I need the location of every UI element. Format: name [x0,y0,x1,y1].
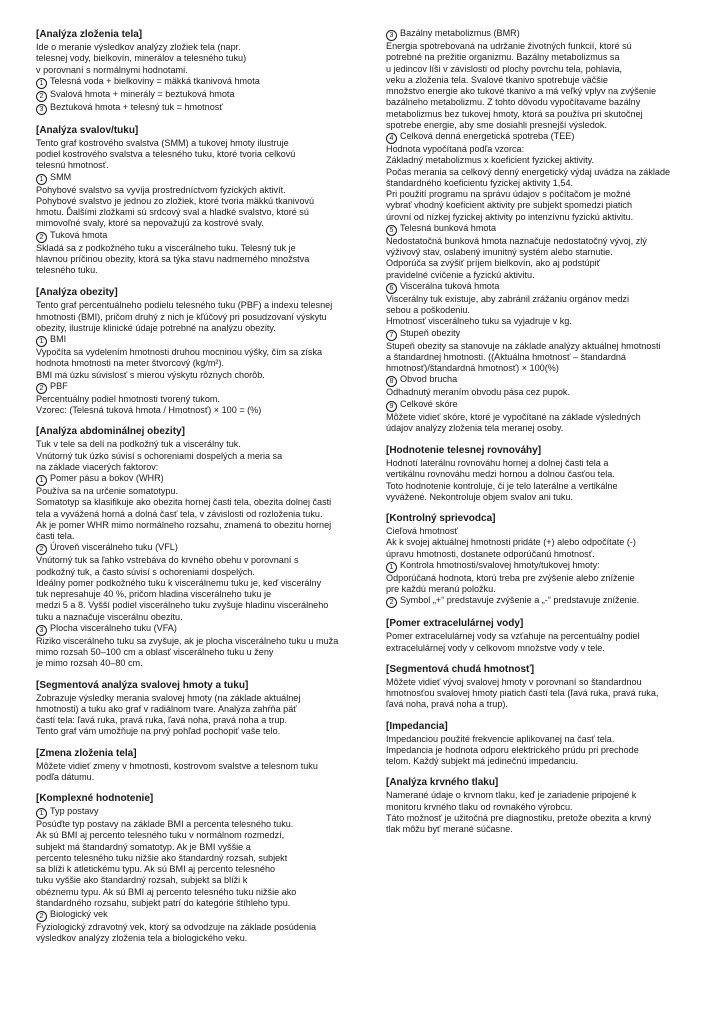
text-line: štandardného rozsahu, subjekt patrí do kategórie štíhleho typu. [36,897,291,908]
numbered-item [36,76,364,89]
section-heading: [Analýza abdominálnej obezity] [36,426,185,438]
number-badge-icon: 1 [36,78,47,89]
text-line: časti tela. [36,531,75,541]
text-line: Tuk v tele sa delí na podkožný tuk a viscerálny tuk. [36,439,241,450]
text-line: Cieľová hmotnosť [386,526,458,536]
text-line: Pohybové svalstvo je jednou zo zložiek, ktoré tvoria mäkkú tkanivovú [36,195,315,206]
text-line: Ak sú BMI aj percento telesného tuku v normálnom rozmedzí, [36,830,285,841]
text-line: a štandardnej hmotnosti. ((Aktuálna hmotnosť – štandardná [386,351,626,362]
section-right-continued [386,28,686,434]
item-text: SMM [50,171,72,182]
text-line: Toto hodnotenie kontroluje, či je telo laterálne a vertikálne [386,480,618,491]
number-badge-icon: 8 [386,376,397,387]
numbered-item [36,89,364,102]
item-text: Úroveň viscerálneho tuku (VFL) [50,542,178,553]
text-line: Posúďte typ postavy na základe BMI a percenta telesného tuku. [36,819,294,829]
text-line: obezity, ilustruje klinické údaje potrebné na analýzu obezity. [36,322,276,333]
numbered-item [36,172,364,185]
numbered-item [386,399,686,412]
section-impedancia [386,720,686,768]
item-text: Tuková hmota [50,229,108,240]
item-text: Telesná bunková hmota [400,222,497,233]
text-line: percento telesného tuku nižšie ako štandardný rozsah, subjekt [36,852,288,863]
text-line: pravidelné cvičenie a fyzickú aktivitu. [386,269,535,280]
numbered-item [386,281,686,294]
text-line: Somatotyp sa klasifikuje ako obezita hornej časti tela, obezita dolnej časti [36,497,332,508]
numbered-item [36,102,364,115]
text-line: Odhadnutý meraním obvodu pása cez pupok. [386,387,571,398]
text-line: Zobrazuje výsledky merania svalovej hmoty (na základe aktuálnej [36,692,301,703]
section-heading: [Segmentová chudá hmotnosť] [386,663,535,675]
text-line: podľa dátumu. [36,771,95,782]
text-line: telesnej vody, bielkovín, minerálov a telesného tuku) [36,53,247,64]
text-line: úrovní od nízkej fyzickej aktivity po intenzívnu fyzickú aktivitu. [386,211,634,222]
text-line: Základný metabolizmus x koeficient fyzickej aktivity. [386,155,595,166]
text-line: vybrať vhodný koeficient aktivity pre subjekt spomedzi piatich [386,200,633,211]
numbered-item [36,806,364,819]
number-badge-icon: 1 [36,336,47,347]
text-line: Riziko viscerálneho tuku sa zvyšuje, ak je plocha viscerálneho tuku u muža [36,635,339,646]
item-text: Kontrola hmotnosti/svalovej hmoty/tukovej hmoty: [400,559,600,570]
number-badge-icon: 4 [386,133,397,144]
text-line: Hodnotí laterálnu rovnováhu hornej a dolnej časti tela a [386,458,609,468]
text-line: subjekt má štandardný somatotyp. Ak je BMI vyššie a [36,841,251,852]
text-line: na základe viacerých faktorov: [36,461,159,472]
section-kontrolny-sprievodca [386,512,686,608]
item-text: Viscerálna tuková hmota [400,280,500,291]
text-line: veku a zloženia tela. Svalové tkanivo spotrebuje väčšie [386,74,608,85]
section-analyza-svalov-tuku [36,124,364,277]
number-badge-icon: 2 [36,91,47,102]
text-line: Počas merania sa celkový denný energetický výdaj uvádza na základe [386,166,671,177]
text-line: spotrebe energie, aby sme dosiahli presnejší výsledok. [386,119,607,130]
item-text: Celková denná energetická spotreba (TEE) [400,131,575,141]
text-line: podiel kostrového svalstva a telesného tuku, ktoré tvoria celkovú [36,149,296,159]
text-line: Namerané údaje o krvnom tlaku, keď je zariadenie pripojené k [386,790,637,801]
section-heading: [Impedancia] [386,720,448,732]
item-text: Obvod brucha [400,374,458,385]
numbered-item [386,131,686,144]
text-line: výživový stav, oslabený imunitný systém alebo starnutie. [386,247,613,257]
text-line: Vnútorný tuk úzko súvisí s ochoreniami dospelých a meria sa [36,450,283,461]
text-line: tuk nepresahuje 40 %, pričom hladina viscerálneho tuku je [36,589,272,599]
text-line: Tento graf kostrového svalstva (SMM) a tukovej hmoty ilustruje [36,137,289,148]
text-line: sa blíži k atletickému typu. Ak sú BMI aj percento telesného [36,864,276,874]
section-segmentova-analyza-svalovej-hmoty-a-tuku [36,679,364,738]
text-line: výsledkov analýzy zloženia tela a biologického veku. [36,933,248,944]
section-heading: [Analýza krvného tlaku] [386,777,499,789]
text-line: pre každú meranú položku. [386,584,496,594]
text-line: telom. Každý subjekt má jedinečnú impedanciu. [386,756,579,766]
item-text: Celkové skóre [400,398,458,409]
item-text: Svalová hmota + minerály = beztuková hmota [50,88,235,99]
number-badge-icon: 2 [36,911,47,922]
text-line: Vnútorný tuk sa ľahko vstrebáva do krvného obehu v porovnaní s [36,555,299,566]
section-heading: [Analýza svalov/tuku] [36,124,139,136]
text-line: Tento graf vám umožňuje na prvý pohľad pochopiť vaše telo. [36,726,281,737]
left-column [36,28,364,954]
text-line: tlak môžu byť merané súčasne. [386,824,513,834]
text-line: Impedancia je hodnota odporu elektrického prúdu pri prechode [386,744,639,755]
number-badge-icon: 1 [36,475,47,486]
text-line: Stupeň obezity sa stanovuje na základe analýzy aktuálnej hmotnosti [386,340,661,351]
number-badge-icon: 2 [36,544,47,555]
text-line: v porovnaní s normálnymi hodnotami. [36,64,188,75]
text-line: Ide o meranie výsledkov analýzy zložiek tela (napr. [36,42,241,52]
numbered-item [36,230,364,243]
section-analyza-abdominalnej-obezity [36,425,364,669]
text-line: údajov analýzy zloženia tela meranej osoby. [386,422,564,433]
item-text: Typ postavy [50,806,99,816]
text-line: tuku vyššie ako štandardný rozsah, subjekt sa blíži k [36,875,248,886]
text-line: podkožný tuk, a často súvisí s ochoreniami dospelých. [36,566,255,577]
text-line: hlavnou príčinou obezity, ktorá sa týka stavu nadmerného množstva [36,253,310,264]
number-badge-icon: 7 [386,330,397,341]
numbered-item [386,328,686,341]
number-badge-icon: 9 [386,401,397,412]
text-line: Ak k svojej aktuálnej hmotnosti pridáte (+) alebo odpočítate (-) [386,537,636,548]
text-line: Pri použití programu na správu údajov s počítačom je možné [386,189,631,199]
text-line: obéznemu typu. Ak sú BMI aj percento telesného tuku nižšie ako [36,886,297,897]
right-column [386,28,686,844]
text-line: bazálneho metabolizmu. Z tohto dôvodu vypočítavame bazálny [386,97,641,108]
text-line: mimovoľné svaly, ktoré sa nepovažujú za kostrové svaly. [36,218,264,229]
text-line: Odporúča sa zvýšiť príjem bielkovín, ako aj podstúpiť [386,258,601,269]
text-line: Táto možnosť je užitočná pre diagnostiku, pretože obezita a krvný [386,812,652,823]
numbered-item [36,334,364,347]
text-line: štandardného koeficientu fyzickej aktivity 1,54. [386,177,574,188]
text-line: Nedostatočná bunková hmota naznačuje nedostatočný vývoj, zlý [386,235,647,246]
number-badge-icon: 3 [386,30,397,41]
section-analyza-obezity [36,286,364,416]
numbered-item [386,223,686,236]
text-line: monitoru krvného tlaku od rovnakého výrobcu. [386,801,573,812]
text-line: hmotnosti (BMI), pričom druhý z nich je kľúčový pri posudzovaní výskytu [36,311,327,322]
text-line: Fyziologický zdravotný vek, ktorý sa odvodzuje na základe posúdenia [36,922,317,932]
item-text: BMI [50,334,67,344]
section-pomer-extracelularnej-vody [386,617,686,654]
text-line: Energia spotrebovaná na udržanie životných funkcií, ktoré sú [386,41,632,51]
text-line: potrebné na prežitie organizmu. Bazálny metabolizmus sa [386,52,620,63]
text-line: množstvo energie ako tukové tkanivo a má veľký vplyv na zvýšenie [386,86,657,96]
text-line: hmotnosti) a tuku ako graf v radiálnom tvare. Analýza zahŕňa päť [36,703,297,714]
text-line: medzi 5 a 8. Vyšší podiel viscerálneho tuku zvyšuje hladinu viscerálneho [36,600,329,611]
number-badge-icon: 6 [386,283,397,294]
text-line: hmotnosť)/štandardná hmotnosť) × 100(%) [386,363,559,373]
number-badge-icon: 3 [36,625,47,636]
numbered-item [386,374,686,387]
number-badge-icon: 3 [36,104,47,115]
text-line: Môžete vidieť zmeny v hmotnosti, kostrovom svalstve a telesnom tuku [36,760,318,771]
text-line: BMI má úzku súvislosť s mierou výskytu rôznych chorôb. [36,369,265,380]
text-line: vertikálnu rovnováhu medzi hornou a dolnou časťou tela. [386,469,615,480]
text-line: Ak je pomer WHR mimo normálneho rozsahu, znamená to obezitu hornej [36,519,332,530]
section-hodnotenie-telesnej-rovnovahy [386,444,686,503]
text-line: vyvážené. Nekontroluje objem svalov ani tuku. [386,491,574,502]
item-text: Bazálny metabolizmus (BMR) [400,28,520,38]
item-text: Telesná voda + bielkoviny = mäkká tkanivová hmota [50,75,260,86]
section-zmena-zlozenia-tela [36,747,364,784]
item-text: Beztuková hmota + telesný tuk = hmotnosť [50,101,223,112]
text-line: Odporúčaná hodnota, ktorú treba pre zvýšenie alebo zníženie [386,572,635,583]
item-text: Biologický vek [50,909,108,919]
text-line: hmotnosťou svalovej hmoty piatich častí tela (ľavá ruka, pravá ruka, [386,688,659,698]
section-heading: [Analýza zloženia tela] [36,29,143,40]
number-badge-icon: 5 [386,225,397,236]
item-text: Symbol „+“ predstavuje zvýšenie a „-“ predstavuje zníženie. [400,595,640,606]
numbered-item [386,595,686,608]
numbered-item [36,542,364,555]
item-text: PBF [50,380,68,391]
text-line: ľavá noha, pravá noha a trup). [386,699,508,710]
text-line: častí tela: ľavá ruka, pravá ruka, ľavá noha, pravá noha a trup. [36,715,287,725]
section-heading: [Analýza obezity] [36,287,118,299]
text-line: Môžete vidieť vývoj svalovej hmoty v porovnaní so štandardnou [386,676,642,687]
text-line: mimo rozsah 50–100 cm a oblasť viscerálneho tuku u ženy [36,647,274,657]
numbered-item [36,381,364,394]
text-line: metabolizmus bez tukovej hmoty, ktorá sa používa pri skutočnej [386,108,643,119]
number-badge-icon: 2 [386,597,397,608]
text-line: Percentuálny podiel hmotnosti tvorený tukom. [36,393,220,404]
text-line: telesnú hmotnosť. [36,160,109,171]
item-text: Pomer pásu a bokov (WHR) [50,473,164,483]
text-line: Používa sa na určenie somatotypu. [36,486,179,496]
text-line: úpravu hmotnosti, dostanete odporúčanú hmotnosť. [386,548,595,559]
section-heading: [Kontrolný sprievodca] [386,513,496,524]
numbered-item [36,909,364,922]
section-heading: [Pomer extracelulárnej vody] [386,618,524,630]
numbered-item [36,623,364,636]
text-line: Skladá sa z podkožného tuku a viscerálneho tuku. Telesný tuk je [36,242,296,253]
section-segmentova-chuda-hmotnost [386,663,686,711]
text-line: Vypočíta sa vydelením hmotnosti druhou mocninou výšky, čím sa získa [36,347,323,357]
text-line: Tento graf percentuálneho podielu telesného tuku (PBF) a indexu telesnej [36,300,333,311]
section-analyza-zlozenia-tela [36,28,364,115]
text-line: Hodnota vypočítaná podľa vzorca: [386,144,525,154]
numbered-item [386,560,686,573]
text-line: telesného tuku. [36,265,98,275]
text-line: Impedanciou použité frekvencie aplikovanej na časť tela. [386,733,615,744]
section-heading: [Hodnotenie telesnej rovnováhy] [386,445,542,456]
item-text: Plocha viscerálneho tuku (VFA) [50,622,177,633]
item-text: Stupeň obezity [400,327,461,338]
number-badge-icon: 1 [386,562,397,573]
text-line: extracelulárnej vody v celkovom množstve vody v tele. [386,642,605,653]
text-line: Pohybové svalstvo sa vyvíja prostredníctvom fyzických aktivít. [36,184,286,195]
number-badge-icon: 1 [36,808,47,819]
text-line: tuku a naznačuje viscerálnu obezitu. [36,611,183,622]
text-line: Vzorec: (Telesná tuková hmota / Hmotnosť) × 100 = (%) [36,405,262,415]
number-badge-icon: 1 [36,174,47,185]
text-line: hodnota hmotnosti na meter štvorcový (kg/m²). [36,358,225,369]
number-badge-icon: 2 [36,232,47,243]
section-heading: [Komplexné hodnotenie] [36,793,154,804]
text-line: Môžete vidieť skóre, ktoré je vypočítané na základe výsledných [386,411,641,422]
numbered-item [386,28,686,41]
text-line: Pomer extracelulárnej vody sa vzťahuje na percentuálny podiel [386,631,640,642]
numbered-item [36,473,364,486]
number-badge-icon: 2 [36,383,47,394]
section-heading: [Zmena zloženia tela] [36,747,137,759]
section-heading: [Segmentová analýza svalovej hmoty a tuku] [36,679,249,691]
text-line: je mimo rozsah 40–80 cm. [36,658,143,669]
text-line: hmotu. Ďalšími zložkami sú srdcový sval a hladké svalstvo, ktoré sú [36,207,309,217]
text-line: u jedincov líši v závislosti od plochy povrchu tela, pohlavia, [386,63,623,74]
text-line: Viscerálny tuk existuje, aby zabránil zrážaniu orgánov medzi [386,293,629,304]
text-line: Ideálny pomer podkožného tuku k viscerálnemu tuku je, keď viscerálny [36,577,322,588]
text-line: Hmotnosť viscerálneho tuku sa vyjadruje v kg. [386,316,572,327]
text-line: sebou a poškodeniu. [386,305,470,315]
section-komplexne-hodnotenie [36,792,364,945]
text-line: tela a vyvážená horná a dolná časť tela, v závislosti od rozloženia tuku. [36,508,323,519]
section-analyza-krvneho-tlaku [386,776,686,835]
